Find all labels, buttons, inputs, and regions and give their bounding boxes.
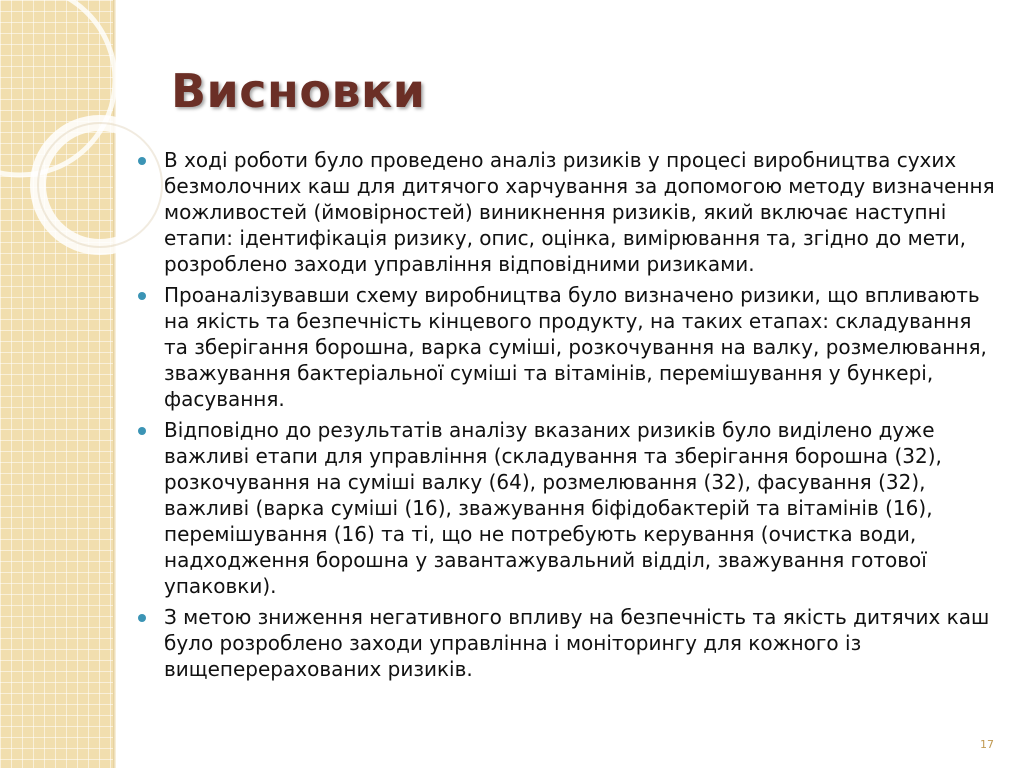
bullet-list <box>138 147 998 682</box>
bullet-dot-icon <box>138 427 146 435</box>
bullet-dot-icon <box>138 614 146 622</box>
bullet-text: В ході роботи було проведено аналіз ризиків у процесі виробництва сухих безмолочних каш для дитячого харчування за допомогою методу визначення можливостей (ймовірностей) виникнення ризиків, який включає наступні етапи: ідентифікація ризику, опис, оцінка, вимірювання та, згідно до мети, розроблено заходи управління відповідними ризиками. <box>164 148 995 276</box>
page-number: 17 <box>980 738 994 751</box>
slide-title: Висновки <box>171 64 426 118</box>
bullet-item <box>138 417 998 599</box>
bullet-item <box>138 147 998 277</box>
bullet-text: Відповідно до результатів аналізу вказаних ризиків було виділено дуже важливі етапи для управління (складування та зберігання борошна (32), розкочування на суміші валку (64), розмелювання (32), фасування (32), важливі (варка суміші (16), зважування біфідобактерій та вітамінів (16), перемішування (16) та ті, що не потребують керування (очистка води, надходження борошна у завантажувальний відділ, зважування готової упаковки). <box>164 418 942 598</box>
bullet-item <box>138 282 998 412</box>
bullet-dot-icon <box>138 157 146 165</box>
bullet-dot-icon <box>138 292 146 300</box>
bullet-item <box>138 604 998 682</box>
slide-content <box>138 147 998 687</box>
bullet-text: З метою зниження негативного впливу на безпечність та якість дитячих каш було розроблено заходи управлінна і моніторингу для кожного із вищеперерахованих ризиків. <box>164 605 990 681</box>
bullet-text: Проаналізувавши схему виробництва було визначено ризики, що впливають на якість та безпечність кінцевого продукту, на таких етапах: складування та зберігання борошна, варка суміші, розкочування на валку, розмелювання, зважування бактеріальної суміші та вітамінів, перемішування у бункері, фасування. <box>164 283 987 411</box>
